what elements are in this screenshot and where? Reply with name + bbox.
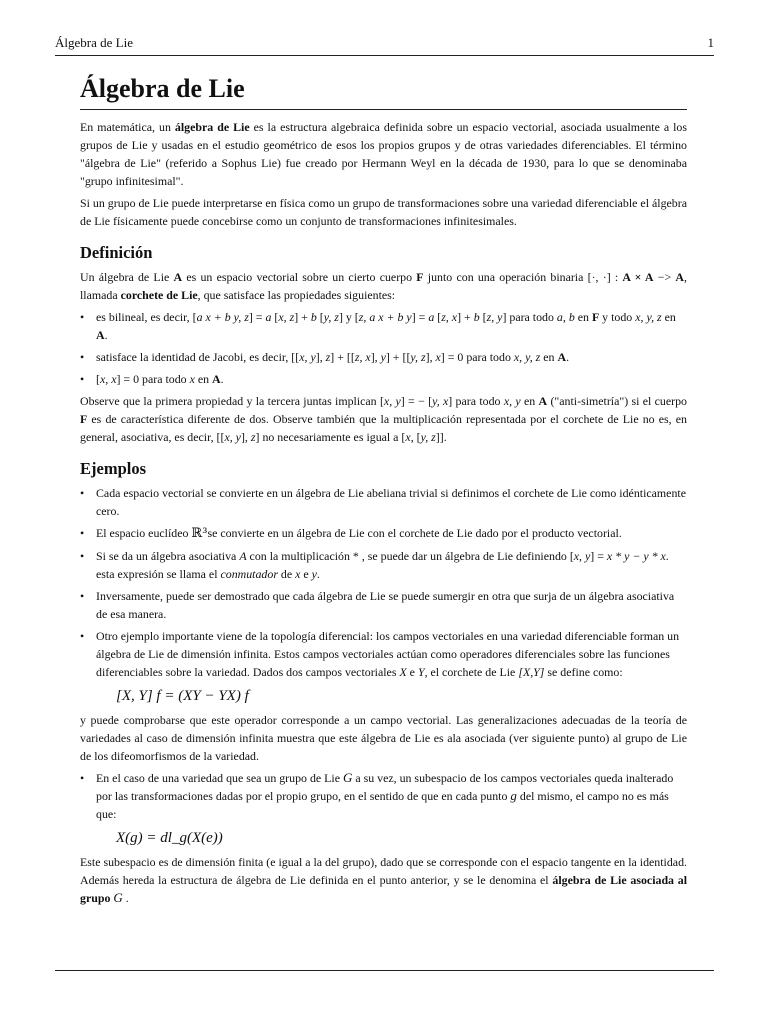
section-heading-definicion: Definición <box>80 243 153 262</box>
r3-symbol: ℝ³ <box>191 526 208 541</box>
definition-paragraph: Un álgebra de Lie A es un espacio vectorial sobre un cierto cuerpo F junto con una operación binaria [·, ·] : A × A −> A, llamada corchete de Lie, que satisface las propiedades siguientes: <box>80 270 687 302</box>
examples-list <box>80 484 687 681</box>
page-number: 1 <box>707 35 714 50</box>
list-item-bilinear: • es bilineal, es decir, [a x + b y, z] = a [x, z] + b [y, z] y [z, a x + b y] = a [z, x] + b [z, y] para todo a, b en F y todo x, y, z en A. <box>80 308 687 344</box>
observation-paragraph: Observe que la primera propiedad y la tercera juntas implican [x, y] = − [y, x] para todo x, y en A ("anti-simetría") si el cuerpo F es de característica diferente de dos. Observe también que la multiplicación representada por el corchete de Lie no es, en general, asociativa, es decir, [[x, y], z] no necesariamente es igual a [x, [y, z]]. <box>80 394 688 444</box>
header-title: Álgebra de Lie <box>55 35 133 50</box>
list-item-jacobi: • satisface la identidad de Jacobi, es decir, [[x, y], z] + [[z, x], y] + [[y, z], x] = 0 para todo x, y, z en A. <box>80 348 687 366</box>
term-lie-algebra: álgebra de Lie <box>174 120 250 134</box>
running-header <box>55 35 714 51</box>
list-item-example-lie-group: • En el caso de una variedad que sea un grupo de Lie G a su vez, un subespacio de los campos vectoriales queda inalterado por las transformaciones dadas por el propio grupo, en el sentido de que en cada punto g del mismo, el campo no es más que: <box>80 769 687 823</box>
examples-list-2 <box>80 769 687 823</box>
intro-paragraph-2: Si un grupo de Lie puede interpretarse en física como un grupo de transformaciones sobre una variedad diferenciable el álgebra de Lie físicamente puede concebirse como un conjunto de transformaciones infinitesimales. <box>80 196 687 228</box>
list-item-alternating: • [x, x] = 0 para todo x en A. <box>80 370 687 388</box>
formula-left-invariant: X(g) = dl_g(X(e)) <box>116 830 223 846</box>
definition-properties-list <box>80 308 687 388</box>
article-body <box>80 72 687 911</box>
section-heading-ejemplos: Ejemplos <box>80 459 146 478</box>
intro-paragraph-1: En matemática, un álgebra de Lie es la estructura algebraica definida sobre un espacio vectorial, asociada usualmente a los grupos de Lie y usadas en el estudio geométrico de esos los propios grupos y de otras variedades diferenciables. El término "álgebra de Lie" (referido a Sophus Lie) fue creado por Hermann Weyl en la década de 1930, para lo que se denominaba "grupo infinitesimal". <box>80 120 688 188</box>
formula-lie-bracket: [X, Y] f = (XY − YX) f <box>116 688 249 704</box>
list-item-example-commutator: • Si se da un álgebra asociativa A con la multiplicación * , se puede dar un álgebra de Lie definiendo [x, y] = x * y − y * x. esta expresión se llama el conmutador de x e y. <box>80 547 687 583</box>
list-item-example-trivial: • Cada espacio vectorial se convierte en un álgebra de Lie abeliana trivial si definimos el corchete de Lie como idénticamente cero. <box>80 484 687 520</box>
list-item-example-r3: • El espacio euclídeo ℝ³se convierte en un álgebra de Lie con el corchete de Lie dado por el producto vectorial. <box>80 524 687 543</box>
term-lie-bracket: corchete de Lie <box>120 288 198 302</box>
page-title: Álgebra de Lie <box>80 72 687 110</box>
paragraph-after-formula: y puede comprobarse que este operador corresponde a un campo vectorial. Las generalizaciones adecuadas de la teoría de variedades al caso de dimensión infinita muestra que este álgebra de Lie es ala asociada (ver siguiente punto) al grupo de Lie de los difeomorfismos de la variedad. <box>80 713 687 763</box>
list-item-example-embedding: • Inversamente, puede ser demostrado que cada álgebra de Lie se puede sumergir en otra que surja de un álgebra asociativa de esa manera. <box>80 587 687 623</box>
header-rule <box>55 55 714 56</box>
footer-rule <box>55 970 714 971</box>
term-associated-lie-algebra: álgebra de Lie asociada al grupo <box>80 873 688 905</box>
list-item-example-vector-fields: • Otro ejemplo importante viene de la topología diferencial: los campos vectoriales en una variedad diferenciable forman un álgebra de Lie de dimensión infinita. Estos campos vectoriales actúan como operadores diferenciales sobre las funciones diferenciables sobre la variedad. Dados dos campos vectoriales X e Y, el corchete de Lie [X,Y] se define como: <box>80 627 687 681</box>
final-paragraph: Este subespacio es de dimensión finita (e igual a la del grupo), dado que se corresponde con el espacio tangente en la identidad. Además hereda la estructura de álgebra de Lie definida en el punto anterior, y se le denomina el álgebra de Lie asociada al grupo G . <box>80 855 688 905</box>
